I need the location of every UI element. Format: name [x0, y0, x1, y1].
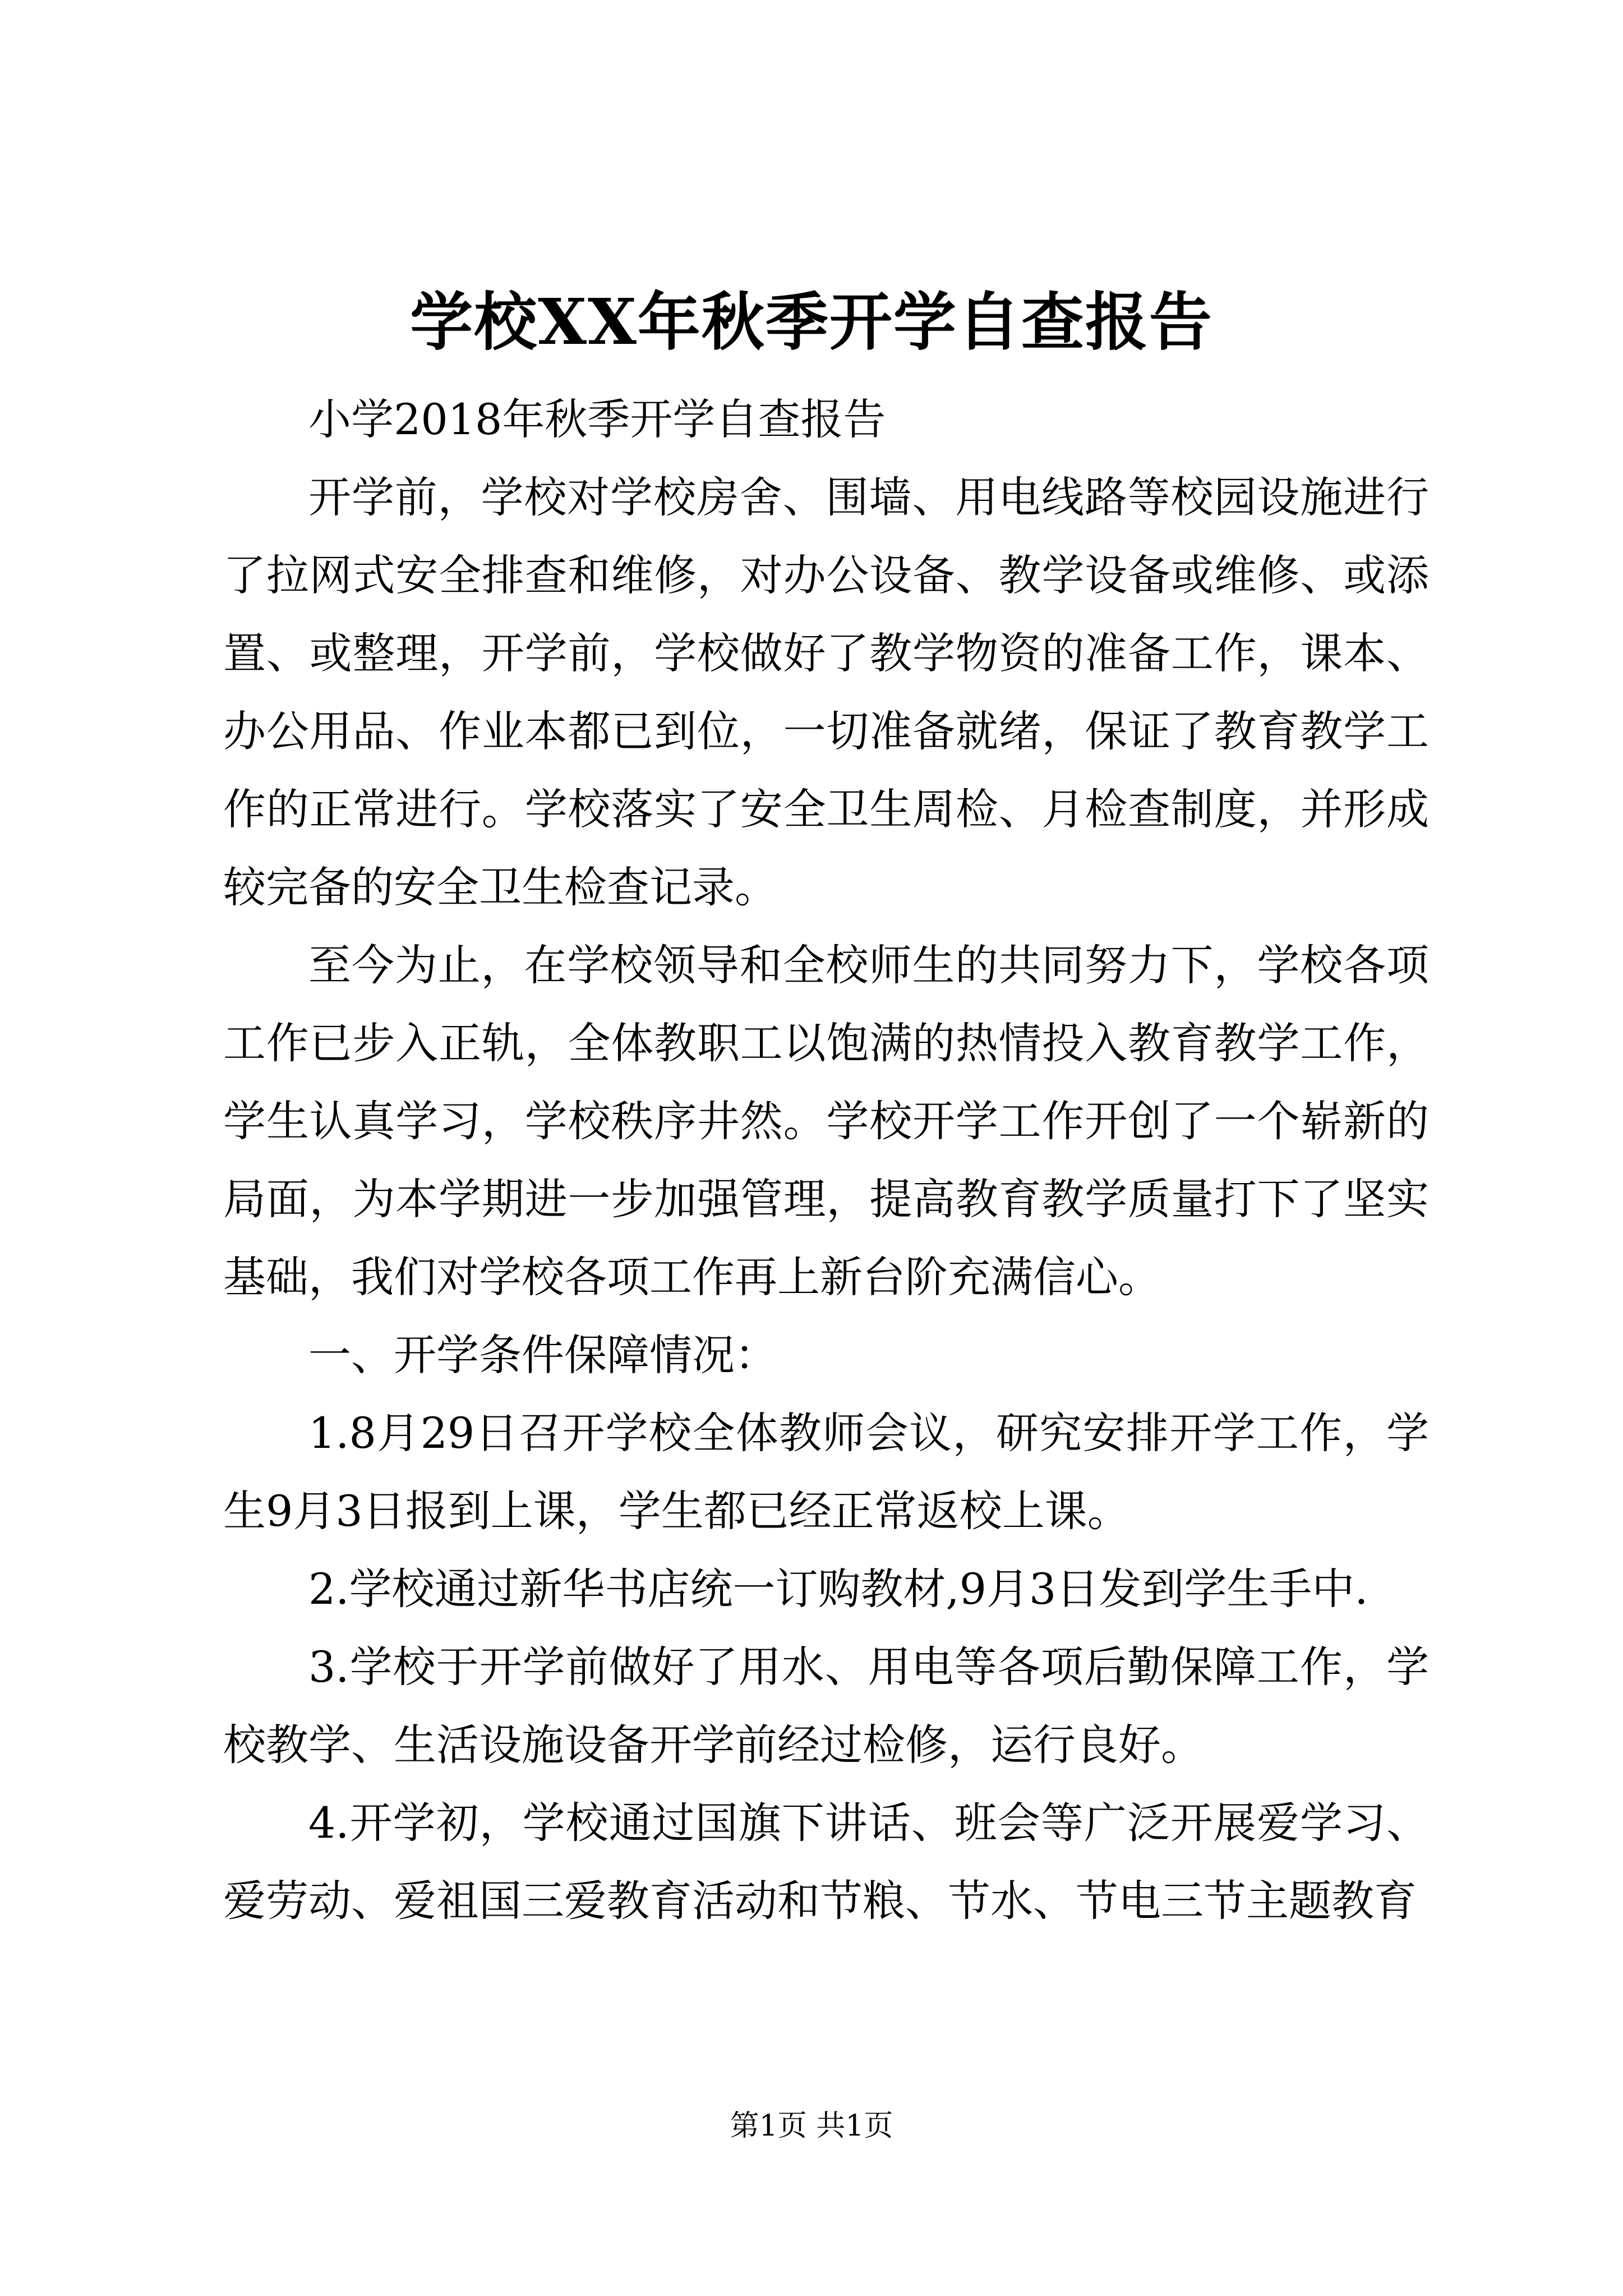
list-item-2: 2.学校通过新华书店统一订购教材,9月3日发到学生手中. — [308, 1564, 1368, 1614]
list-item-4: 4.开学初，学校通过国旗下讲话、班会等广泛开展爱学习、爱劳动、爱祖国三爱教育活动和节粮、节水、节电三节主题教育 — [223, 1798, 1429, 1926]
document-body — [223, 380, 1429, 1940]
list-item-1: 1.8月29日召开学校全体教师会议，研究安排开学工作，学生9月3日报到上课，学生都已经正常返校上课。 — [223, 1408, 1429, 1536]
section-heading-conditions: 一、开学条件保障情况： — [308, 1330, 777, 1380]
paragraph-progress: 至今为止，在学校领导和全校师生的共同努力下，学校各项工作已步入正轨，全体教职工以饱满的热情投入教育教学工作，学生认真学习，学校秩序井然。学校开学工作开创了一个崭新的局面，为本学期进一步加强管理，提高教育教学质量打下了坚实基础，我们对学校各项工作再上新台阶充满信心。 — [223, 940, 1429, 1302]
page-footer: 第1页 共1页 — [730, 2109, 893, 2143]
paragraph-preparation: 开学前，学校对学校房舍、围墙、用电线路等校园设施进行了拉网式安全排查和维修，对办公设备、教学设备或维修、或添置、或整理，开学前，学校做好了教学物资的准备工作，课本、办公用品、作业本都已到位，一切准备就绪，保证了教育教学工作的正常进行。学校落实了安全卫生周检、月检查制度，并形成较完备的安全卫生检查记录。 — [223, 472, 1429, 912]
document-title: 学校XX年秋季开学自查报告 — [410, 286, 1213, 359]
paragraph-subtitle: 小学2018年秋季开学自查报告 — [308, 394, 886, 444]
list-item-3: 3.学校于开学前做好了用水、用电等各项后勤保障工作，学校教学、生活设施设备开学前经过检修，运行良好。 — [223, 1642, 1429, 1770]
